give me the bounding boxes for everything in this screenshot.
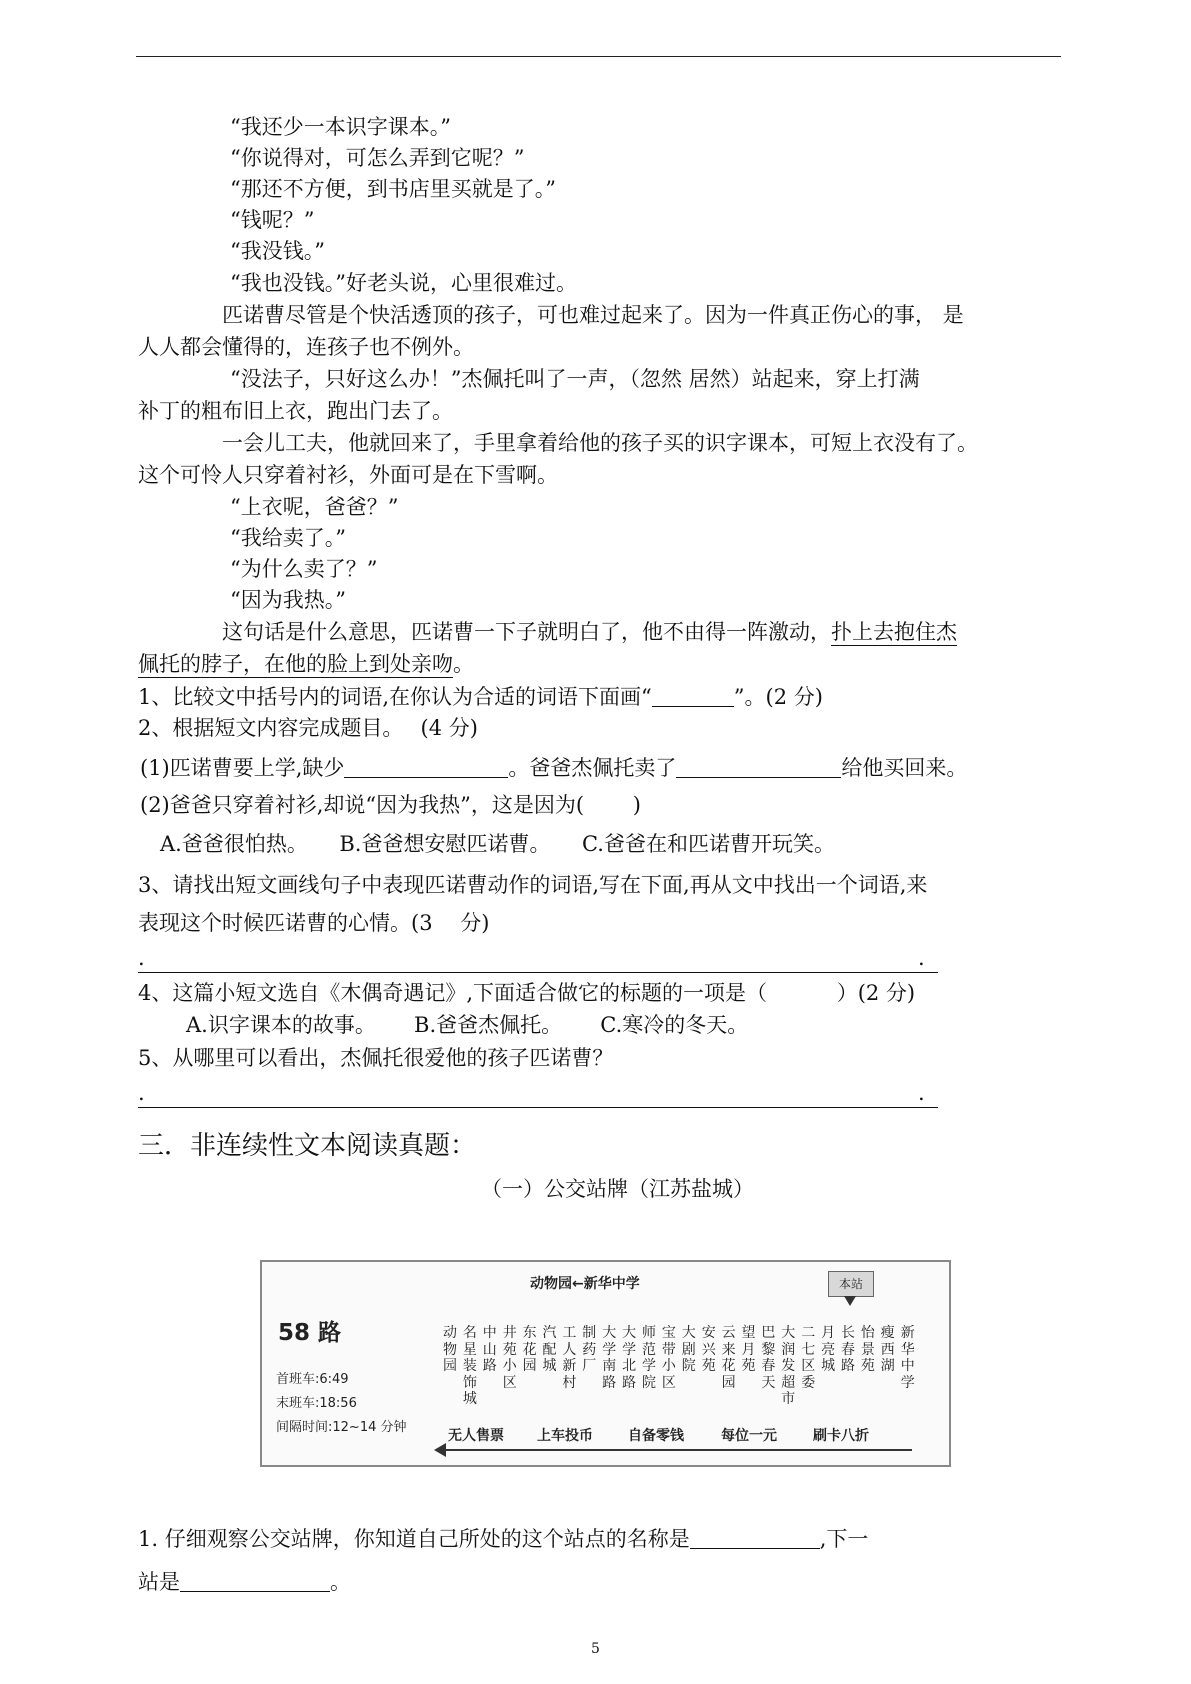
passage-line xyxy=(138,654,474,675)
question-text: 站是 xyxy=(138,1570,180,1594)
passage-line: “我也没钱。”好老头说，心里很难过。 xyxy=(230,271,577,295)
question-text: 1. 仔细观察公交站牌，你知道自己所处的这个站点的名称是 xyxy=(138,1527,690,1551)
bus-stop-name: 云来花园 xyxy=(721,1325,736,1391)
passage-text: 。 xyxy=(453,652,474,676)
bus-stop-name: 瘦西湖 xyxy=(880,1325,895,1374)
question-text: 给他买回来。 xyxy=(841,756,968,780)
bus-stop-name: 汽配城 xyxy=(542,1325,557,1374)
bus-stop-name: 巴黎春天 xyxy=(761,1325,776,1391)
first-bus-time: 首班车:6:49 xyxy=(276,1372,349,1387)
bus-stop-name: 制药厂 xyxy=(582,1325,597,1374)
page-number: 5 xyxy=(591,1641,600,1657)
bus-stop-name: 动物园 xyxy=(443,1325,457,1374)
question-3-cont: 表现这个时候匹诺曹的心情。(3 分) xyxy=(138,911,490,935)
header-rule xyxy=(136,56,1061,57)
question-2: 2、根据短文内容完成题目。 (4 分) xyxy=(138,716,478,740)
last-bus-time: 末班车:18:56 xyxy=(276,1396,357,1411)
bus-stop-name: 中山路 xyxy=(482,1325,497,1374)
question-2-2: (2)爸爸只穿着衬衫,却说“因为我热”，这是因为( ) xyxy=(140,793,641,817)
bus-stop-name: 大学北路 xyxy=(622,1325,637,1391)
answer-dot: . xyxy=(918,1081,925,1105)
passage-line: “因为我热。” xyxy=(230,588,346,612)
direction-line xyxy=(442,1449,912,1451)
bus-stop-name: 大学南路 xyxy=(602,1325,617,1391)
down-arrow-icon xyxy=(844,1296,856,1306)
underlined-sentence: 佩托的脖子，在他的脸上到处亲吻 xyxy=(138,652,453,676)
question-4: 4、这篇小短文选自《木偶奇遇记》,下面适合做它的标题的一项是（ ）(2 分) xyxy=(138,981,916,1005)
fare-notice: 每位一元 xyxy=(721,1428,777,1444)
passage-line: “上衣呢，爸爸？” xyxy=(230,495,399,519)
passage-line: 这个可怜人只穿着衬衫，外面可是在下雪啊。 xyxy=(138,463,558,487)
fare-notice: 刷卡八折 xyxy=(813,1428,869,1444)
bus-question-line-1 xyxy=(138,1528,868,1550)
passage-line: “没法子，只好这么办！”杰佩托叫了一声，（忽然 居然）站起来，穿上打满 xyxy=(230,367,920,391)
answer-dot: . xyxy=(138,1081,145,1105)
bus-stop-name: 师范学院 xyxy=(642,1325,656,1391)
fare-notice: 上车投币 xyxy=(537,1428,593,1444)
passage-line: 补丁的粗布旧上衣，跑出门去了。 xyxy=(138,399,453,423)
section-title: 三．非连续性文本阅读真题： xyxy=(138,1131,477,1161)
passage-line: “那还不方便，到书店里买就是了。” xyxy=(230,177,556,201)
answer-blank[interactable] xyxy=(676,757,841,778)
question-text: ”。(2 分) xyxy=(733,685,823,709)
bus-stop-name: 大剧院 xyxy=(681,1325,696,1374)
bus-stop-name: 东花园 xyxy=(522,1325,537,1374)
bus-stop-name: 工人新村 xyxy=(562,1325,577,1391)
answer-line-5[interactable] xyxy=(138,1107,938,1108)
question-2-1 xyxy=(140,757,967,779)
passage-text: 这句话是什么意思，匹诺曹一下子就明白了，他不由得一阵激动， xyxy=(222,620,831,644)
answer-dot: . xyxy=(918,946,925,970)
question-text: 。 xyxy=(330,1570,351,1594)
question-text: (1)匹诺曹要上学,缺少 xyxy=(140,756,345,780)
question-text: 。爸爸杰佩托卖了 xyxy=(508,756,677,780)
bus-stop-name: 新华中学 xyxy=(900,1325,915,1391)
bus-stop-name: 怡景苑 xyxy=(860,1325,875,1374)
fare-notice: 无人售票 xyxy=(448,1428,504,1444)
route-direction: 动物园←新华中学 xyxy=(530,1276,640,1292)
fare-notice: 自备零钱 xyxy=(628,1428,684,1444)
section-subtitle: （一）公交站牌（江苏盐城） xyxy=(481,1177,754,1201)
passage-line: “我给卖了。” xyxy=(230,526,346,550)
bus-stop-name: 长春路 xyxy=(841,1325,855,1374)
bus-stop-name: 井苑小区 xyxy=(502,1325,517,1391)
bus-stop-sign xyxy=(260,1260,951,1467)
question-5: 5、从哪里可以看出，杰佩托很爱他的孩子匹诺曹？ xyxy=(138,1046,614,1070)
bus-stop-name: 大润发超市 xyxy=(781,1325,796,1407)
answer-dot: . xyxy=(138,946,145,970)
bus-stop-name: 望月苑 xyxy=(741,1325,756,1374)
passage-line: “钱呢？” xyxy=(230,208,315,232)
bus-stop-name: 安兴苑 xyxy=(701,1325,716,1374)
passage-line: 一会儿工夫，他就回来了，手里拿着给他的孩子买的识字课本，可短上衣没有了。 xyxy=(222,431,978,455)
answer-line-3[interactable] xyxy=(138,972,938,973)
bus-stop-name: 宝带小区 xyxy=(661,1325,676,1391)
bus-stop-name: 名星装饰城 xyxy=(462,1325,477,1407)
underlined-sentence: 扑上去抱住杰 xyxy=(831,620,957,644)
question-2-2-options: A.爸爸很怕热。 B.爸爸想安慰匹诺曹。 C.爸爸在和匹诺曹开玩笑。 xyxy=(160,832,835,856)
bus-stop-name: 月亮城 xyxy=(821,1325,836,1374)
answer-blank[interactable] xyxy=(652,686,734,707)
bus-interval: 间隔时间:12~14 分钟 xyxy=(276,1420,407,1435)
bus-question-line-2 xyxy=(138,1571,351,1593)
question-4-options: A.识字课本的故事。 B.爸爸杰佩托。 C.寒冷的冬天。 xyxy=(186,1013,749,1037)
answer-blank[interactable] xyxy=(690,1528,820,1549)
passage-line: 匹诺曹尽管是个快活透顶的孩子，可也难过起来了。因为一件真正伤心的事， 是 xyxy=(222,303,964,327)
passage-line: “我还少一本识字课本。” xyxy=(230,115,451,139)
answer-blank[interactable] xyxy=(344,757,508,778)
passage-line: “我没钱。” xyxy=(230,239,325,263)
passage-line xyxy=(222,622,957,643)
bus-stop-name: 二七区委 xyxy=(801,1325,816,1391)
question-3: 3、请找出短文画线句子中表现匹诺曹动作的词语,写在下面,再从文中找出一个词语,来 xyxy=(138,873,928,897)
passage-line: 人人都会懂得的，连孩子也不例外。 xyxy=(138,335,474,359)
question-text: 1、比较文中括号内的词语,在你认为合适的词语下面画“ xyxy=(138,685,652,709)
passage-line: “为什么卖了？” xyxy=(230,557,378,581)
current-stop-marker: 本站 xyxy=(828,1271,874,1297)
question-text: ,下一 xyxy=(819,1527,869,1551)
question-1 xyxy=(138,686,823,708)
answer-blank[interactable] xyxy=(180,1571,330,1592)
passage-line: “你说得对，可怎么弄到它呢？” xyxy=(230,146,525,170)
route-number: 58 路 xyxy=(278,1320,342,1346)
